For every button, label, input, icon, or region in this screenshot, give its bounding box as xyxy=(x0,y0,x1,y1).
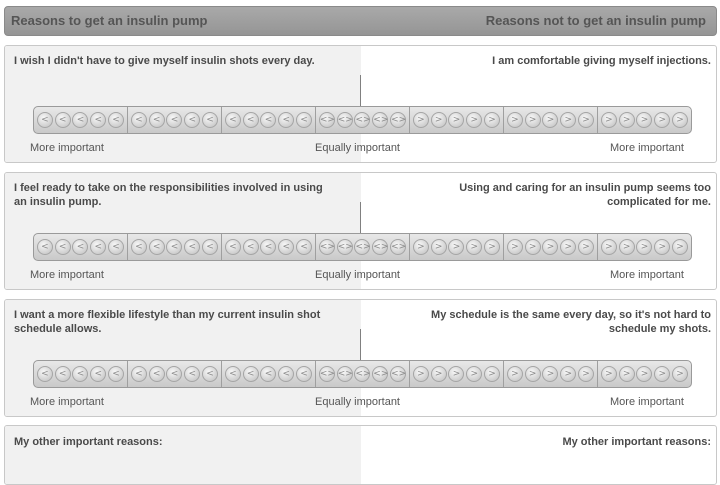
slider-segment[interactable] xyxy=(222,107,316,133)
left-arrow-icon[interactable]: < xyxy=(260,366,276,382)
left-arrow-icon[interactable]: < xyxy=(184,366,200,382)
right-arrow-icon[interactable]: > xyxy=(484,112,500,128)
left-arrow-icon[interactable]: < xyxy=(296,112,312,128)
reason-pro-2: I feel ready to take on the responsibilities involved in using an insulin pump. xyxy=(14,182,323,208)
right-arrow-icon[interactable]: > xyxy=(654,239,670,255)
right-arrow-icon[interactable]: > xyxy=(619,112,635,128)
left-arrow-icon[interactable]: < xyxy=(278,112,294,128)
left-arrow-icon[interactable]: < xyxy=(202,239,218,255)
right-arrow-icon[interactable]: > xyxy=(525,112,541,128)
left-arrow-icon[interactable]: < xyxy=(37,239,53,255)
double-arrow-icon[interactable]: <> xyxy=(337,366,353,382)
double-arrow-icon[interactable]: <> xyxy=(372,112,388,128)
left-arrow-icon[interactable]: < xyxy=(55,239,71,255)
right-arrow-icon[interactable]: > xyxy=(560,239,576,255)
left-arrow-icon[interactable]: < xyxy=(90,112,106,128)
left-arrow-icon[interactable]: < xyxy=(149,239,165,255)
right-arrow-icon[interactable]: > xyxy=(542,112,558,128)
left-arrow-icon[interactable]: < xyxy=(72,239,88,255)
left-arrow-icon[interactable]: < xyxy=(202,366,218,382)
scale-middle-label: Equally important xyxy=(315,269,400,281)
slider-segment[interactable] xyxy=(316,234,410,260)
left-arrow-icon[interactable]: < xyxy=(243,366,259,382)
right-arrow-icon[interactable]: > xyxy=(672,239,688,255)
left-arrow-icon[interactable]: < xyxy=(243,239,259,255)
left-arrow-icon[interactable]: < xyxy=(90,239,106,255)
slider-segment[interactable] xyxy=(34,234,128,260)
left-arrow-icon[interactable]: < xyxy=(37,366,53,382)
left-arrow-icon[interactable]: < xyxy=(225,112,241,128)
left-arrow-icon[interactable]: < xyxy=(296,366,312,382)
right-arrow-icon[interactable]: > xyxy=(507,239,523,255)
scale-middle-label: Equally important xyxy=(315,396,400,408)
importance-slider-1[interactable] xyxy=(33,106,692,134)
reason-pro-1: I wish I didn't have to give myself insulin shots every day. xyxy=(14,55,315,67)
right-arrow-icon[interactable]: > xyxy=(507,112,523,128)
right-arrow-icon[interactable]: > xyxy=(601,112,617,128)
left-arrow-icon[interactable]: < xyxy=(55,112,71,128)
slider-segment[interactable] xyxy=(128,234,222,260)
right-arrow-icon[interactable]: > xyxy=(484,239,500,255)
right-arrow-icon[interactable]: > xyxy=(466,239,482,255)
left-arrow-icon[interactable]: < xyxy=(108,239,124,255)
right-arrow-icon[interactable]: > xyxy=(525,239,541,255)
right-arrow-icon[interactable]: > xyxy=(431,366,447,382)
right-arrow-icon[interactable]: > xyxy=(578,366,594,382)
slider-segment[interactable] xyxy=(316,361,410,387)
left-arrow-icon[interactable]: < xyxy=(131,366,147,382)
double-arrow-icon[interactable]: <> xyxy=(390,239,406,255)
left-arrow-icon[interactable]: < xyxy=(131,239,147,255)
reason-card-2 xyxy=(4,172,717,290)
left-arrow-icon[interactable]: < xyxy=(243,112,259,128)
other-reasons-pro-label: My other important reasons: xyxy=(14,436,163,448)
slider-segment[interactable] xyxy=(410,107,504,133)
right-arrow-icon[interactable]: > xyxy=(413,239,429,255)
right-arrow-icon[interactable]: > xyxy=(448,112,464,128)
left-arrow-icon[interactable]: < xyxy=(72,112,88,128)
right-arrow-icon[interactable]: > xyxy=(448,366,464,382)
right-arrow-icon[interactable]: > xyxy=(560,366,576,382)
slider-segment[interactable] xyxy=(34,361,128,387)
double-arrow-icon[interactable]: <> xyxy=(319,112,335,128)
left-arrow-icon[interactable]: < xyxy=(149,366,165,382)
slider-segment[interactable] xyxy=(222,361,316,387)
con-column-title: Reasons not to get an insulin pump xyxy=(485,13,706,28)
double-arrow-icon[interactable]: <> xyxy=(390,366,406,382)
double-arrow-icon[interactable]: <> xyxy=(372,239,388,255)
scale-left-label: More important xyxy=(30,269,104,281)
slider-segment[interactable] xyxy=(222,234,316,260)
left-arrow-icon[interactable]: < xyxy=(225,366,241,382)
left-arrow-icon[interactable]: < xyxy=(131,112,147,128)
double-arrow-icon[interactable]: <> xyxy=(319,366,335,382)
center-marker xyxy=(360,75,361,108)
right-arrow-icon[interactable]: > xyxy=(466,366,482,382)
left-arrow-icon[interactable]: < xyxy=(90,366,106,382)
right-arrow-icon[interactable]: > xyxy=(601,366,617,382)
slider-segment[interactable] xyxy=(128,107,222,133)
left-arrow-icon[interactable]: < xyxy=(37,112,53,128)
reason-con-3: My schedule is the same every day, so it's not hard to schedule my shots. xyxy=(431,309,711,335)
right-arrow-icon[interactable]: > xyxy=(672,366,688,382)
reason-card-3 xyxy=(4,299,717,417)
center-marker xyxy=(360,202,361,235)
scale-right-label: More important xyxy=(610,142,684,154)
right-arrow-icon[interactable]: > xyxy=(636,112,652,128)
slider-segment[interactable] xyxy=(128,361,222,387)
scale-right-label: More important xyxy=(610,269,684,281)
scale-left-label: More important xyxy=(30,142,104,154)
right-arrow-icon[interactable]: > xyxy=(525,366,541,382)
right-arrow-icon[interactable]: > xyxy=(542,239,558,255)
double-arrow-icon[interactable]: <> xyxy=(372,366,388,382)
left-arrow-icon[interactable]: < xyxy=(296,239,312,255)
reason-pro-3: I want a more flexible lifestyle than my current insulin shot schedule allows. xyxy=(14,309,321,335)
reason-con-1: I am comfortable giving myself injections. xyxy=(492,55,711,67)
left-arrow-icon[interactable]: < xyxy=(166,366,182,382)
left-arrow-icon[interactable]: < xyxy=(72,366,88,382)
slider-segment[interactable] xyxy=(410,234,504,260)
left-arrow-icon[interactable]: < xyxy=(260,112,276,128)
center-marker xyxy=(360,329,361,362)
left-arrow-icon[interactable]: < xyxy=(225,239,241,255)
left-arrow-icon[interactable]: < xyxy=(149,112,165,128)
importance-slider-3[interactable] xyxy=(33,360,692,388)
reason-con-2: Using and caring for an insulin pump seems too complicated for me. xyxy=(459,182,711,208)
slider-segment[interactable] xyxy=(316,107,410,133)
right-arrow-icon[interactable]: > xyxy=(560,112,576,128)
right-arrow-icon[interactable]: > xyxy=(619,366,635,382)
other-reasons-card xyxy=(4,425,717,485)
pro-column-title: Reasons to get an insulin pump xyxy=(11,13,208,28)
reason-card-1 xyxy=(4,45,717,163)
left-arrow-icon[interactable]: < xyxy=(184,112,200,128)
left-arrow-icon[interactable]: < xyxy=(278,366,294,382)
importance-slider-2[interactable] xyxy=(33,233,692,261)
scale-left-label: More important xyxy=(30,396,104,408)
slider-segment[interactable] xyxy=(598,361,691,387)
right-arrow-icon[interactable]: > xyxy=(448,239,464,255)
slider-segment[interactable] xyxy=(504,107,598,133)
left-arrow-icon[interactable]: < xyxy=(202,112,218,128)
right-arrow-icon[interactable]: > xyxy=(619,239,635,255)
double-arrow-icon[interactable]: <> xyxy=(354,239,370,255)
right-arrow-icon[interactable]: > xyxy=(431,239,447,255)
left-arrow-icon[interactable]: < xyxy=(108,366,124,382)
slider-segment[interactable] xyxy=(598,107,691,133)
right-arrow-icon[interactable]: > xyxy=(484,366,500,382)
scale-middle-label: Equally important xyxy=(315,142,400,154)
right-arrow-icon[interactable]: > xyxy=(507,366,523,382)
other-reasons-con-label: My other important reasons: xyxy=(562,436,711,448)
slider-segment[interactable] xyxy=(504,234,598,260)
right-arrow-icon[interactable]: > xyxy=(654,112,670,128)
slider-segment[interactable] xyxy=(410,361,504,387)
comparison-header xyxy=(4,6,717,36)
right-arrow-icon[interactable]: > xyxy=(636,239,652,255)
left-arrow-icon[interactable]: < xyxy=(166,239,182,255)
slider-segment[interactable] xyxy=(504,361,598,387)
right-arrow-icon[interactable]: > xyxy=(601,239,617,255)
slider-segment[interactable] xyxy=(598,234,691,260)
right-arrow-icon[interactable]: > xyxy=(413,366,429,382)
left-arrow-icon[interactable]: < xyxy=(278,239,294,255)
double-arrow-icon[interactable]: <> xyxy=(390,112,406,128)
double-arrow-icon[interactable]: <> xyxy=(337,239,353,255)
slider-segment[interactable] xyxy=(34,107,128,133)
left-arrow-icon[interactable]: < xyxy=(260,239,276,255)
right-arrow-icon[interactable]: > xyxy=(672,112,688,128)
left-arrow-icon[interactable]: < xyxy=(108,112,124,128)
right-arrow-icon[interactable]: > xyxy=(431,112,447,128)
right-arrow-icon[interactable]: > xyxy=(413,112,429,128)
double-arrow-icon[interactable]: <> xyxy=(319,239,335,255)
right-arrow-icon[interactable]: > xyxy=(542,366,558,382)
right-arrow-icon[interactable]: > xyxy=(578,239,594,255)
right-arrow-icon[interactable]: > xyxy=(636,366,652,382)
right-arrow-icon[interactable]: > xyxy=(654,366,670,382)
double-arrow-icon[interactable]: <> xyxy=(337,112,353,128)
double-arrow-icon[interactable]: <> xyxy=(354,366,370,382)
left-arrow-icon[interactable]: < xyxy=(184,239,200,255)
left-arrow-icon[interactable]: < xyxy=(55,366,71,382)
scale-right-label: More important xyxy=(610,396,684,408)
right-arrow-icon[interactable]: > xyxy=(578,112,594,128)
double-arrow-icon[interactable]: <> xyxy=(354,112,370,128)
left-arrow-icon[interactable]: < xyxy=(166,112,182,128)
right-arrow-icon[interactable]: > xyxy=(466,112,482,128)
